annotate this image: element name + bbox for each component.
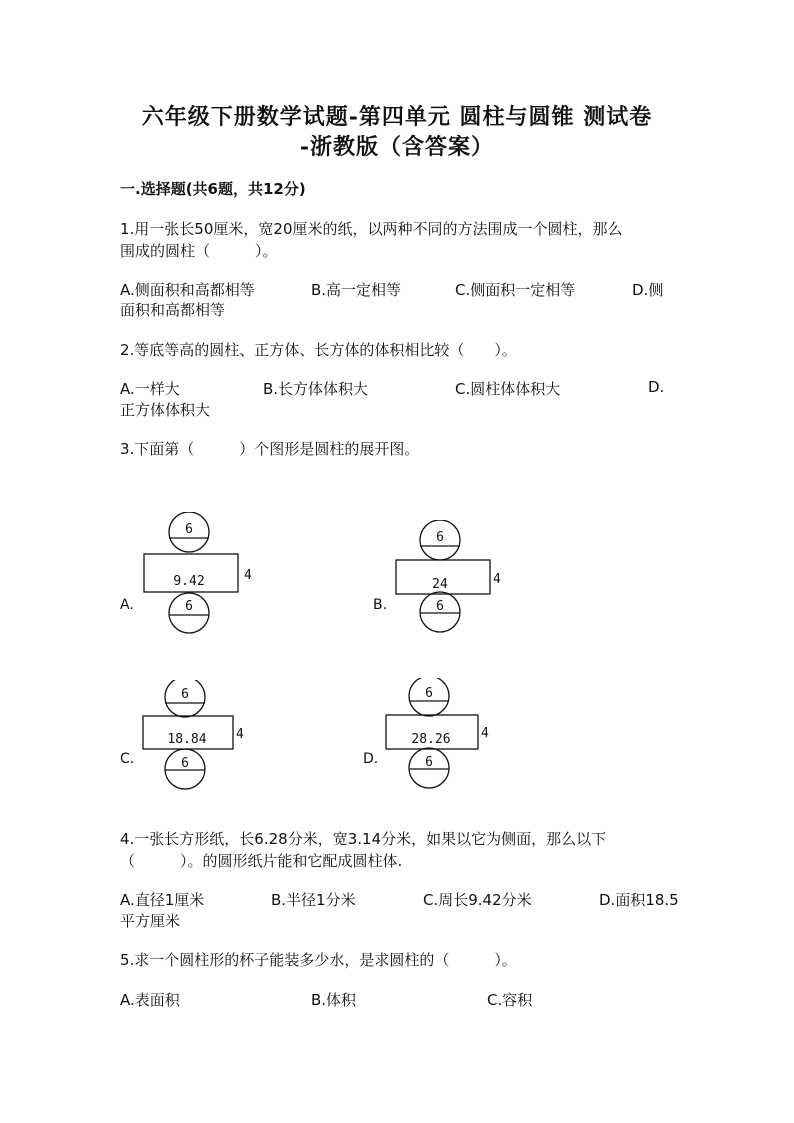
figure-c-top-circle-label: 6: [181, 687, 189, 702]
q5-option-a[interactable]: A.表面积: [120, 991, 180, 1009]
q5-option-b[interactable]: B.体积: [311, 991, 357, 1009]
q5-text: 5.求一个圆柱形的杯子能装多少水，是求圆柱的（ ）。: [120, 951, 517, 969]
q1-text-line1: 1.用一张长50厘米，宽20厘米的纸，以两种不同的方法围成一个圆柱，那么: [120, 220, 623, 238]
q1-option-d[interactable]: D.侧: [632, 281, 664, 299]
figure-d-label[interactable]: D.: [363, 751, 379, 767]
q4-option-a[interactable]: A.直径1厘米: [120, 891, 205, 909]
q1-option-d-cont: 面积和高都相等: [120, 301, 226, 319]
figure-d-top-circle-label: 6: [425, 686, 433, 701]
figure-c: [140, 680, 270, 808]
figure-d-height-label: 4: [481, 726, 489, 741]
q4-text-line1: 4.一张长方形纸，长6.28分米，宽3.14分米，如果以它为侧面，那么以下: [120, 830, 607, 848]
q4-text-line2: （ ）。的圆形纸片能和它配成圆柱体.: [120, 852, 403, 870]
page-title-line1: 六年级下册数学试题-第四单元 圆柱与圆锥 测试卷: [141, 104, 653, 130]
q2-option-d-cont: 正方体体积大: [120, 401, 211, 419]
section-heading: 一.选择题(共6题，共12分): [120, 180, 306, 198]
q1-text-line2: 围成的圆柱（ ）。: [120, 242, 278, 260]
figure-a-label[interactable]: A.: [120, 597, 134, 613]
figure-b-top-circle-label: 6: [436, 530, 444, 545]
figure-d: [383, 678, 513, 806]
figure-b-height-label: 4: [493, 572, 501, 587]
figure-a-top-circle-label: 6: [185, 522, 193, 537]
figure-b-label[interactable]: B.: [373, 597, 388, 613]
figure-b: [392, 520, 522, 640]
page-title-line2: -浙教版（含答案）: [299, 134, 495, 160]
figure-d-bottom-circle-label: 6: [425, 755, 433, 770]
figure-a: [140, 512, 270, 640]
q2-text: 2.等底等高的圆柱、正方体、长方体的体积相比较（ ）。: [120, 341, 517, 359]
q2-option-a[interactable]: A.一样大: [120, 380, 180, 398]
q1-option-c[interactable]: C.侧面积一定相等: [455, 281, 576, 299]
q4-option-d[interactable]: D.面积18.5: [599, 891, 679, 909]
figure-b-bottom-circle-label: 6: [436, 599, 444, 614]
q4-option-c[interactable]: C.周长9.42分米: [423, 891, 532, 909]
figure-c-height-label: 4: [236, 727, 244, 742]
q2-option-c[interactable]: C.圆柱体体积大: [455, 380, 561, 398]
q1-option-a[interactable]: A.侧面积和高都相等: [120, 281, 255, 299]
figure-a-bottom-circle-label: 6: [185, 599, 193, 614]
q1-option-b[interactable]: B.高一定相等: [311, 281, 402, 299]
figure-a-height-label: 4: [244, 568, 252, 583]
q3-text: 3.下面第（ ）个图形是圆柱的展开图。: [120, 440, 420, 458]
figure-c-label[interactable]: C.: [120, 751, 135, 767]
q2-option-d[interactable]: D.: [648, 378, 665, 396]
q2-option-b[interactable]: B.长方体体积大: [263, 380, 369, 398]
figure-c-rect-label: 18.84: [167, 732, 207, 747]
figure-a-rect-label: 9.42: [173, 574, 205, 589]
q4-option-b[interactable]: B.半径1分米: [271, 891, 356, 909]
q4-option-d-cont: 平方厘米: [120, 912, 181, 930]
q5-option-c[interactable]: C.容积: [487, 991, 533, 1009]
figure-c-bottom-circle-label: 6: [181, 756, 189, 771]
figure-d-rect-label: 28.26: [411, 732, 451, 747]
figure-b-rect-label: 24: [432, 577, 448, 592]
